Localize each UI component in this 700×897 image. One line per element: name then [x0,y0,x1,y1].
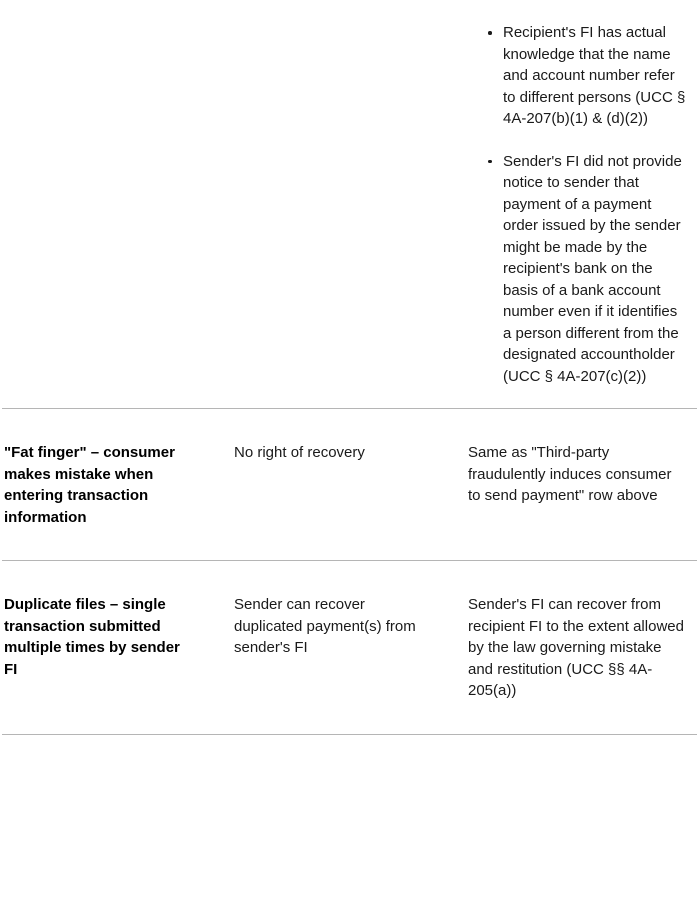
table-cell-scenario: Duplicate files – single transaction submitted multiple times by sender FI [4,596,180,678]
list-item: Sender's FI did not provide notice to sender that payment of a payment order issued by the sender might be made by the recipient's bank on the basis of a bank account number even if it identifies a person different from the designated accountholder (UCC § 4A-207(c)(2)) [468,151,688,388]
table-row [0,0,700,408]
table-cell-fi-rights [468,22,700,387]
table-row [0,409,700,560]
table-cell-consumer-rights: No right of recovery [234,444,365,461]
table-cell-scenario: "Fat finger" – consumer makes mistake when entering transaction information [4,444,175,526]
table-cell-fi-rights: Sender's FI can recover from recipient FI to the extent allowed by the law governing mistake and restitution (UCC §§ 4A-205(a)) [468,596,684,699]
table-cell-consumer-rights: Sender can recover duplicated payment(s) from sender's FI [234,596,416,656]
table-row [0,561,700,734]
table-cell-fi-rights: Same as "Third-party fraudulently induces consumer to send payment" row above [468,444,672,504]
row-divider [2,734,697,735]
list-item: Recipient's FI has actual knowledge that the name and account number refer to different persons (UCC § 4A-207(b)(1) & (d)(2)) [468,22,688,130]
bullet-list [468,22,688,387]
